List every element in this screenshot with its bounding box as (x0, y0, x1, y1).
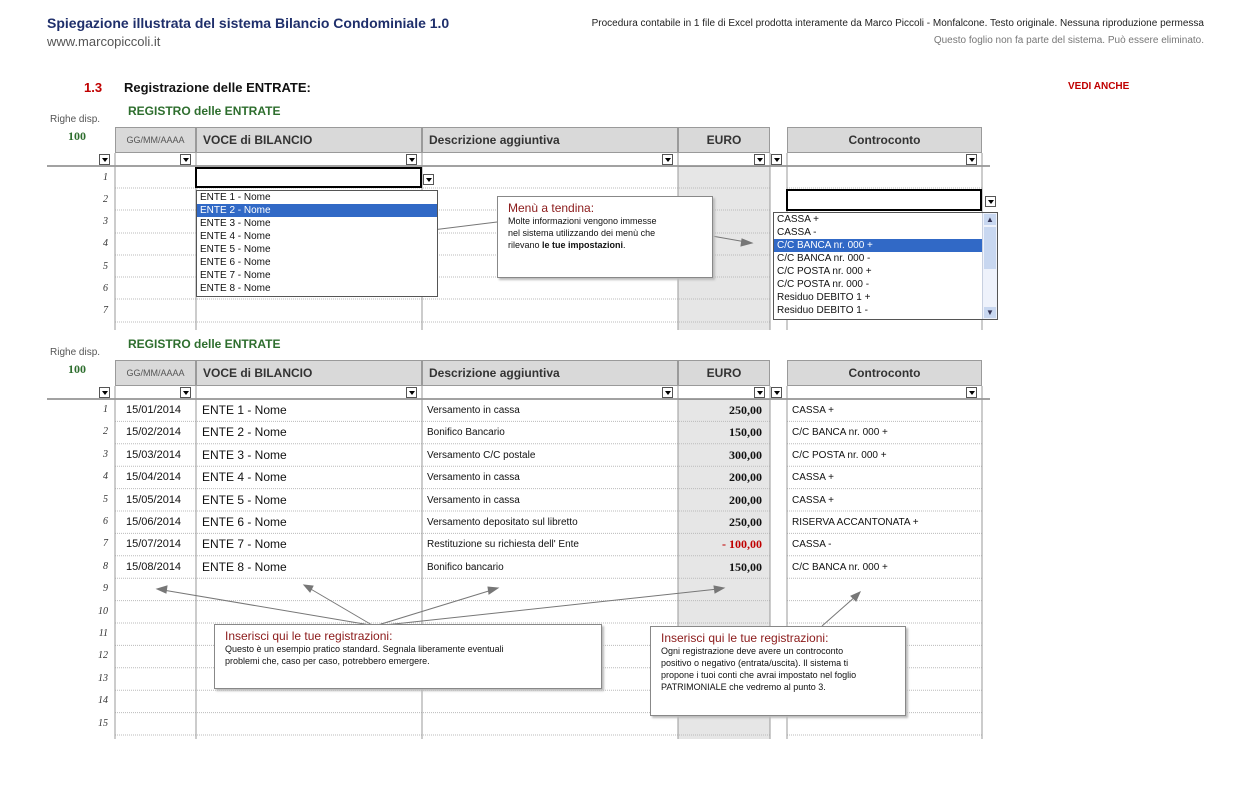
voce-cell[interactable]: ENTE 7 - Nome (202, 537, 287, 552)
voce-cell[interactable]: ENTE 1 - Nome (202, 403, 287, 417)
description-cell[interactable]: Versamento in cassa (427, 494, 520, 506)
date-cell[interactable]: 15/02/2014 (126, 426, 182, 439)
callout-title: Menù a tendina: (508, 201, 595, 215)
date-cell[interactable]: 15/04/2014 (126, 471, 182, 484)
voce-option[interactable]: ENTE 5 - Nome (200, 244, 271, 255)
register-title: REGISTRO delle ENTRATE (128, 337, 281, 351)
row-number: 13 (98, 672, 108, 684)
row-number: 4 (103, 471, 108, 483)
controconto-option[interactable]: Residuo DEBITO 1 - (777, 305, 868, 316)
voce-cell[interactable]: ENTE 5 - Nome (202, 492, 287, 507)
section-number: 1.3 (84, 80, 103, 95)
document-title: Spiegazione illustrata del sistema Bilancio Condominiale 1.0 (47, 15, 450, 31)
table-row[interactable] (0, 537, 1000, 555)
column-header-controconto: Controconto (787, 127, 982, 153)
sheet-note: Questo foglio non fa parte del sistema. Può essere eliminato. (933, 35, 1204, 46)
column-header-euro: EURO (678, 127, 770, 153)
column-header-description: Descrizione aggiuntiva (422, 127, 678, 153)
voce-option[interactable]: ENTE 4 - Nome (200, 231, 271, 242)
description-cell[interactable]: Bonifico Bancario (427, 427, 505, 439)
table-row[interactable] (0, 493, 1000, 511)
callout-text: nel sistema utilizzando dei menù che (508, 228, 656, 238)
amount-cell[interactable]: 200,00 (729, 492, 762, 507)
row-number: 6 (103, 516, 108, 527)
row-number: 9 (103, 583, 108, 595)
controconto-option[interactable]: C/C POSTA nr. 000 - (777, 279, 870, 290)
date-cell[interactable]: 15/07/2014 (126, 538, 182, 551)
callout-title: Inserisci qui le tue registrazioni: (661, 631, 829, 645)
column-header-voce: VOCE di BILANCIO (196, 127, 422, 153)
callout-text: rilevano le tue impostazioni. (508, 240, 626, 250)
controconto-option[interactable]: C/C POSTA nr. 000 + (777, 266, 872, 277)
callout-text: Molte informazioni vengono immesse (508, 216, 657, 226)
amount-cell[interactable]: 300,00 (729, 447, 762, 462)
controconto-option[interactable]: C/C BANCA nr. 000 - (777, 253, 871, 264)
rows-available-value: 100 (68, 362, 86, 376)
row-number: 2 (103, 426, 108, 438)
date-cell[interactable]: 15/05/2014 (126, 493, 182, 506)
row-number: 5 (103, 261, 108, 272)
row-number: 3 (103, 216, 108, 227)
controconto-cell[interactable]: RISERVA ACCANTONATA + (792, 517, 919, 528)
description-cell[interactable]: Restituzione su richiesta dell' Ente (427, 539, 579, 551)
controconto-cell[interactable]: CASSA + (792, 494, 834, 506)
row-number: 11 (98, 628, 108, 639)
voce-cell[interactable]: ENTE 6 - Nome (202, 515, 287, 529)
date-cell[interactable]: 15/06/2014 (126, 516, 182, 528)
table-row[interactable] (0, 470, 1000, 488)
table-row[interactable] (0, 425, 1000, 443)
description-cell[interactable]: Versamento in cassa (427, 472, 520, 484)
amount-cell[interactable]: - 100,00 (722, 537, 762, 552)
callout-text: problemi che, caso per caso, potrebbero emergere. (225, 656, 430, 666)
amount-cell[interactable]: 200,00 (729, 470, 762, 485)
row-number: 12 (98, 650, 108, 662)
column-header-date: GG/MM/AAAA (115, 360, 196, 386)
table-row[interactable] (0, 515, 1000, 533)
date-cell[interactable]: 15/01/2014 (126, 404, 182, 416)
controconto-cell[interactable]: CASSA + (792, 405, 834, 416)
registration-callout-left (214, 624, 602, 689)
voce-cell[interactable]: ENTE 3 - Nome (202, 447, 287, 462)
section-title: Registrazione delle ENTRATE: (124, 80, 311, 95)
date-cell[interactable]: 15/03/2014 (126, 448, 182, 461)
registration-callout-right (650, 626, 906, 716)
table-row[interactable] (0, 560, 1000, 578)
controconto-option[interactable]: CASSA + (777, 214, 819, 225)
row-number: 5 (103, 493, 108, 505)
controconto-cell[interactable]: CASSA + (792, 472, 834, 484)
column-header-controconto: Controconto (787, 360, 982, 386)
row-number: 15 (98, 717, 108, 729)
voce-option[interactable]: ENTE 2 - Nome (197, 204, 437, 217)
controconto-cell[interactable]: C/C POSTA nr. 000 + (792, 449, 887, 461)
voce-option[interactable]: ENTE 6 - Nome (200, 257, 271, 268)
row-number: 1 (103, 172, 108, 183)
row-number: 7 (103, 305, 108, 316)
voce-cell[interactable]: ENTE 2 - Nome (202, 425, 287, 440)
column-header-euro: EURO (678, 360, 770, 386)
column-header-description: Descrizione aggiuntiva (422, 360, 678, 386)
row-number: 3 (103, 448, 108, 460)
controconto-cell[interactable]: CASSA - (792, 539, 832, 551)
callout-text: Ogni registrazione deve avere un controconto (661, 646, 844, 656)
controconto-cell[interactable]: C/C BANCA nr. 000 + (792, 427, 888, 439)
controconto-option[interactable]: Residuo DEBITO 1 + (777, 292, 871, 303)
website-link[interactable]: www.marcopiccoli.it (47, 34, 161, 49)
description-cell[interactable]: Versamento depositato sul libretto (427, 517, 578, 528)
callout-text: propone i tuoi conti che avrai impostato nel foglio (661, 670, 857, 680)
voce-option[interactable]: ENTE 7 - Nome (200, 270, 271, 281)
table-row[interactable] (0, 403, 1000, 421)
description-cell[interactable]: Versamento C/C postale (427, 449, 536, 461)
voce-option[interactable]: ENTE 1 - Nome (200, 192, 271, 203)
amount-cell[interactable]: 250,00 (729, 403, 762, 417)
voce-option[interactable]: ENTE 3 - Nome (200, 218, 271, 229)
amount-cell[interactable]: 250,00 (729, 515, 762, 529)
controconto-option[interactable]: C/C BANCA nr. 000 + (774, 239, 983, 252)
scroll-down-icon[interactable]: ▼ (984, 307, 996, 318)
scroll-up-icon[interactable]: ▲ (984, 214, 996, 225)
row-number: 1 (103, 404, 108, 415)
controconto-option[interactable]: CASSA - (777, 227, 817, 238)
rows-available-label: Righe disp. (50, 114, 101, 125)
register-title: REGISTRO delle ENTRATE (128, 104, 281, 118)
column-header-date: GG/MM/AAAA (115, 127, 196, 153)
rows-available-label: Righe disp. (50, 347, 101, 358)
amount-cell[interactable]: 150,00 (729, 425, 762, 440)
row-number: 4 (103, 238, 108, 249)
row-number: 7 (103, 538, 108, 550)
controconto-cell[interactable]: C/C BANCA nr. 000 + (792, 561, 888, 573)
row-number: 14 (98, 695, 108, 707)
row-number: 10 (98, 605, 108, 617)
amount-cell[interactable]: 150,00 (729, 559, 762, 574)
description-cell[interactable]: Versamento in cassa (427, 405, 520, 416)
date-cell[interactable]: 15/08/2014 (126, 560, 182, 573)
see-also-link[interactable]: VEDI ANCHE (1068, 81, 1130, 92)
voce-cell[interactable]: ENTE 8 - Nome (202, 559, 287, 574)
callout-text: Questo è un esempio pratico standard. Segnala liberamente eventuali (225, 644, 504, 654)
voce-option[interactable]: ENTE 8 - Nome (200, 283, 271, 294)
callout-text: PATRIMONIALE che vedremo al punto 3. (661, 682, 826, 692)
rows-available-value: 100 (68, 129, 86, 143)
voce-cell[interactable]: ENTE 4 - Nome (202, 470, 287, 485)
callout-text: positivo o negativo (entrata/uscita). Il sistema ti (661, 658, 849, 668)
description-cell[interactable]: Bonifico bancario (427, 561, 504, 573)
callout-title: Inserisci qui le tue registrazioni: (225, 629, 393, 643)
row-number: 8 (103, 560, 108, 572)
row-number: 6 (103, 283, 108, 294)
table-row[interactable] (0, 448, 1000, 466)
column-header-voce: VOCE di BILANCIO (196, 360, 422, 386)
credit-text: Procedura contabile in 1 file di Excel prodotta interamente da Marco Piccoli - Monfalcone. Testo originale. Nessuna riproduzione permessa (591, 18, 1204, 29)
row-number: 2 (103, 194, 108, 205)
